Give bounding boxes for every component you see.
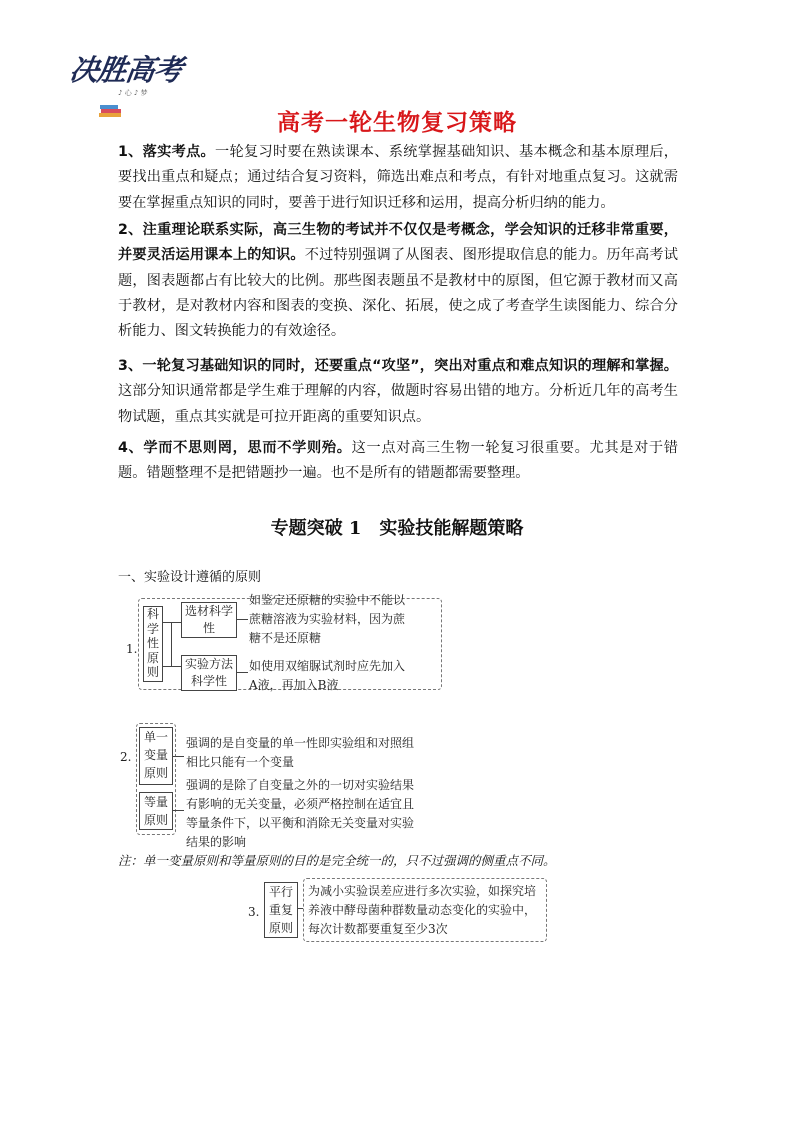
principle-box: 平行重复原则 — [264, 882, 298, 938]
connector — [236, 672, 248, 673]
connector — [172, 810, 184, 811]
paragraph-body: 这一点对高三生物一轮复习很重要。尤其是对于错题。错题整理不是把错题抄一遍。也不是所有的错题都需要整理。 — [118, 440, 678, 482]
paragraph-lead: 2、注重理论联系实际，高三生物的考试并不仅仅是考概念，学会知识的迁移非常重要，并要灵活运用课本上的知识。 — [118, 222, 678, 264]
branch-box: 选材科学性 — [181, 602, 237, 638]
paragraph-body: 这部分知识通常都是学生难于理解的内容，做题时容易出错的地方。分析近几年的高考生物试题，重点其实就是可拉开距离的重要知识点。 — [118, 383, 678, 425]
subsection-heading: 一、实验设计遵循的原则 — [118, 570, 262, 585]
paragraph-4 — [118, 436, 678, 487]
page-title: 高考一轮生物复习策略 — [277, 110, 517, 136]
paragraph-lead: 4、学而不思则罔，思而不学则殆。 — [118, 440, 352, 456]
branch-text: 如鉴定还原糖的实验中不能以蔗糖溶液为实验材料，因为蔗糖不是还原糖 — [249, 593, 406, 645]
connector — [162, 622, 182, 623]
diagram-number: 1. — [126, 642, 138, 656]
paragraph-3 — [118, 354, 678, 430]
paragraph-body: 一轮复习时要在熟读课本、系统掌握基础知识、基本概念和基本原理后，要找出重点和疑点；通过结合复习资料，筛选出难点和考点，有针对地重点复习。这就需要在掌握重点知识的同时，要善于进行知识迁移和运用，提高分析归纳的能力。 — [118, 144, 678, 211]
connector — [162, 666, 182, 667]
branch-box: 实验方法科学性 — [181, 655, 237, 691]
paragraph-2 — [118, 218, 678, 344]
item-box: 单一变量原则 — [139, 727, 173, 785]
root-box: 科学性原则 — [143, 606, 163, 682]
logo-text: 决胜高考 — [67, 53, 185, 87]
note-text: 注：单一变量原则和等量原则的目的是完全统一的，只不过强调的侧重点不同。 — [118, 853, 556, 868]
diagram-number: 3. — [248, 905, 260, 919]
connector — [236, 619, 248, 620]
paragraph-body: 不过特别强调了从图表、图形提取信息的能力。历年高考试题，图表题都占有比较大的比例。那些图表题虽不是教材中的原图，但它源于教材而又高于教材，是对教材内容和图表的变换、深化、拓展，使之成了考查学生读图能力、综合分析能力、图文转换能力的有效途径。 — [118, 247, 678, 340]
connector — [171, 622, 172, 666]
connector — [172, 756, 184, 757]
logo-subtitle: ♪ 心 ♪ 梦 — [118, 89, 148, 97]
principle-text: 为减小实验误差应进行多次实验，如探究培养液中酵母菌种群数量动态变化的实验中，每次计数都要重复至少3次 — [308, 884, 537, 936]
paragraph-lead: 3、一轮复习基础知识的同时，还要重点“攻坚”，突出对重点和难点知识的理解和掌握。 — [118, 358, 678, 374]
item-text: 强调的是除了自变量之外的一切对实验结果有影响的无关变量，必须严格控制在适宜且等量条件下，以平衡和消除无关变量对实验结果的影响 — [186, 778, 415, 849]
paragraph-lead: 1、落实考点。 — [118, 144, 216, 160]
branch-text: 如使用双缩脲试剂时应先加入A液，再加入B液 — [249, 659, 406, 692]
section-title: 专题突破 1 实验技能解题策略 — [270, 518, 524, 539]
item-text: 强调的是自变量的单一性即实验组和对照组相比只能有一个变量 — [186, 736, 415, 769]
item-box: 等量原则 — [139, 792, 173, 830]
diagram-number: 2. — [120, 750, 132, 764]
paragraph-1 — [118, 140, 678, 216]
